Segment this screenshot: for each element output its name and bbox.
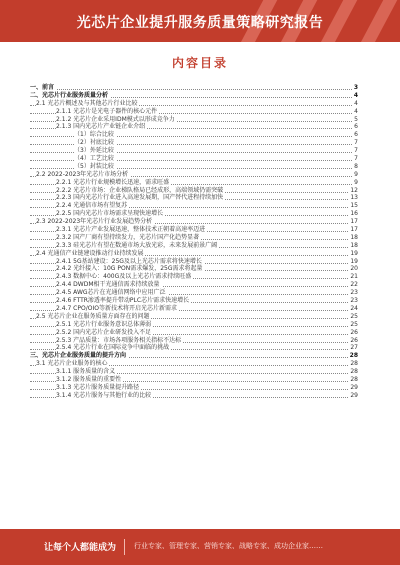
toc-entry[interactable] — [30, 392, 358, 400]
toc-entry[interactable] — [30, 368, 358, 376]
toc-entry-text: 3.1 光芯片企业服务的核心 — [36, 360, 108, 368]
toc-entry-text: 2.2.5 国内光芯片市场需求呈现快速增长 — [56, 210, 164, 218]
toc-entry-page: 19 — [350, 249, 358, 257]
toc-entry-text: 2.5 光芯片企业在服务质量方面存在的问题 — [36, 312, 150, 320]
toc-entry-text: （2）衬底比较 — [74, 139, 114, 147]
report-title: 光芯片企业提升服务质量策略研究报告 — [76, 15, 324, 31]
toc-entry[interactable] — [30, 84, 358, 92]
toc-entry-page: 27 — [350, 344, 358, 352]
toc-entry[interactable] — [30, 171, 358, 179]
toc-entry-page: 21 — [350, 273, 358, 281]
toc-entry[interactable] — [30, 210, 358, 218]
toc-entry-text: 一、前言 — [30, 84, 55, 91]
toc-entry-page: 22 — [350, 281, 358, 289]
toc-entry-text: 2.2.3 国内光芯片行业进入高速发展期，国产替代进程持续加快 — [56, 194, 224, 202]
toc-entry-page: 16 — [350, 210, 358, 218]
toc-entry-text: 2.2.2 光芯片市场：企业梯队格局已经成形，高端领域仍需突破 — [56, 186, 224, 194]
toc-entry-page: 25 — [350, 312, 358, 320]
toc-entry[interactable] — [30, 92, 358, 100]
report-header — [0, 0, 400, 42]
toc-entry-text: 2.5.1 光芯片行业服务意识总体薄弱 — [56, 320, 152, 328]
toc-entry[interactable] — [30, 281, 358, 289]
toc-entry[interactable] — [30, 360, 358, 368]
toc-entry-page: 9 — [354, 178, 358, 186]
footer-tags: 行业专家、管理专家、营销专家、战略专家、成功企业家…… — [134, 542, 323, 550]
toc-entry[interactable] — [30, 179, 358, 187]
toc-entry[interactable] — [30, 305, 358, 313]
toc-entry-page: 18 — [350, 241, 358, 249]
toc-entry-text: 2.1.1 光芯片是光电子器件的核心元件 — [56, 107, 158, 115]
toc-entry-text: 2.5.3 产品质量：市场各项服务相关指标不达标 — [56, 336, 182, 344]
toc-entry[interactable] — [30, 352, 358, 360]
table-of-contents — [30, 84, 358, 400]
toc-entry[interactable] — [30, 108, 358, 116]
toc-entry-page: 4 — [354, 107, 358, 115]
toc-entry-text: 2.5.2 国内光芯片企业研发投入不足 — [56, 328, 152, 336]
toc-entry-page: 24 — [350, 304, 358, 312]
toc-entry-page: 28 — [350, 368, 358, 376]
toc-entry-page: 26 — [350, 328, 358, 336]
toc-entry-text: 2.2 2022-2023年光芯片市场分析 — [36, 170, 129, 178]
toc-entry[interactable] — [30, 226, 358, 234]
toc-entry[interactable] — [30, 250, 358, 258]
toc-entry-text: （4）工艺比较 — [74, 155, 114, 163]
toc-entry[interactable] — [30, 139, 358, 147]
toc-entry-page: 6 — [354, 131, 358, 139]
toc-entry-page: 7 — [354, 147, 358, 155]
toc-entry[interactable] — [30, 289, 358, 297]
toc-entry-page: 18 — [350, 233, 358, 241]
toc-entry-text: 3.1.4 光芯片服务与其他行业的比较 — [56, 391, 152, 399]
toc-entry-text: 2.4.7 CPO/OIO等新技术将开启光芯片新需求 — [56, 304, 177, 312]
toc-entry-text: 2.5.4 光芯片行业在国际竞争中面临的挑战 — [56, 344, 170, 352]
footer-divider — [124, 539, 125, 555]
footer-slogan: 让每个人都能成为 — [44, 543, 117, 553]
toc-entry-page: 25 — [350, 320, 358, 328]
toc-entry-text: 2.1 光芯片概述及与其他芯片行业比较 — [36, 99, 138, 107]
toc-entry-text: 2.4.2 光纤接入：10G PON需求爆发，25G需求将起量 — [56, 265, 203, 273]
toc-entry-page: 23 — [350, 297, 358, 305]
toc-entry-text: 2.3.2 国产厂商有望持续发力，光芯片国产化趋势显著 — [56, 233, 200, 241]
toc-entry-text: 3.1.1 服务质量的含义 — [56, 368, 116, 376]
toc-entry-text: （1）综合比较 — [74, 131, 114, 139]
toc-entry-page: 5 — [354, 115, 358, 123]
toc-entry-text: 2.1.3 国内光芯片产业链企业介绍 — [56, 123, 146, 131]
toc-entry-text: 二、光芯片行业服务质量分析 — [30, 91, 109, 99]
toc-entry-page: 4 — [353, 91, 358, 99]
toc-heading: 内容目录 — [171, 56, 228, 70]
toc-entry-text: 2.3.3 硅光芯片有望在数通市场大放光彩，未来发展前景广阔 — [56, 241, 218, 249]
toc-entry-text: 2.2.1 光芯片行业规模增长迅速，需求旺盛 — [56, 178, 170, 186]
toc-entry-page: 19 — [350, 257, 358, 265]
toc-entry-page: 28 — [349, 352, 358, 360]
toc-entry-page: 7 — [354, 155, 358, 163]
toc-entry-text: 三、光芯片企业服务质量的提升方向 — [30, 352, 127, 360]
toc-entry-page: 28 — [350, 360, 358, 368]
toc-entry[interactable] — [30, 376, 358, 384]
toc-entry-page: 3 — [353, 84, 358, 91]
toc-entry-text: （5）封装比较 — [74, 162, 114, 170]
toc-entry-text: 2.4.3 数据中心：400G及以上光芯片需求持续旺盛 — [56, 273, 192, 281]
toc-entry[interactable] — [30, 384, 358, 392]
toc-entry-page: 29 — [350, 391, 358, 399]
toc-entry-text: 3.1.3 光芯片服务质量提升路径 — [56, 383, 140, 391]
toc-entry[interactable] — [30, 297, 358, 305]
toc-entry-page: 17 — [350, 226, 358, 234]
toc-entry[interactable] — [30, 313, 358, 321]
toc-entry[interactable] — [30, 155, 358, 163]
toc-entry[interactable] — [30, 321, 358, 329]
toc-entry[interactable] — [30, 234, 358, 242]
toc-entry-page: 29 — [350, 383, 358, 391]
toc-entry-text: 2.4 光通信产业链建设推动行业持续发展 — [36, 249, 144, 257]
toc-entry-text: 2.4.5 AWG芯片在光通信网络中应用广泛 — [56, 289, 166, 297]
toc-entry-text: 2.3.1 光芯片产业发展迅速，整体技术正朝着高速率迈进 — [56, 226, 206, 234]
toc-entry[interactable] — [30, 242, 358, 250]
toc-entry-page: 17 — [350, 218, 358, 226]
toc-entry-page: 8 — [354, 162, 358, 170]
toc-leader-dots — [30, 89, 358, 90]
toc-entry[interactable] — [30, 218, 358, 226]
toc-entry-text: 2.4.6 FTTR渗透率提升带动PLC芯片需求快速增长 — [56, 297, 190, 305]
toc-entry-text: 2.4.4 DWDM相干光通信需求持续放量 — [56, 281, 160, 289]
toc-entry-page: 28 — [350, 375, 358, 383]
toc-entry[interactable] — [30, 329, 358, 337]
toc-entry-text: 2.1.2 光芯片企业采用IDM模式以形成竞争力 — [56, 115, 175, 123]
toc-entry[interactable] — [30, 100, 358, 108]
toc-entry-text: （3）外延比较 — [74, 147, 114, 155]
toc-entry-text: 2.4.1 5G基站建设：25G及以上光芯片需求将快速增长 — [56, 257, 202, 265]
toc-entry-page: 20 — [350, 265, 358, 273]
toc-entry-text: 2.2.4 光通信市场有望复苏 — [56, 202, 128, 210]
toc-entry-text: 3.1.2 服务质量的重要性 — [56, 375, 122, 383]
toc-entry-text: 2.3 2022-2023年光芯片行业发展趋势分析 — [36, 218, 153, 226]
toc-entry[interactable] — [30, 163, 358, 171]
report-footer — [0, 529, 400, 565]
toc-entry-page: 9 — [354, 170, 358, 178]
toc-entry-page: 12 — [350, 186, 358, 194]
toc-entry-page: 15 — [350, 202, 358, 210]
toc-entry[interactable] — [30, 147, 358, 155]
toc-entry-page: 26 — [350, 336, 358, 344]
toc-entry-page: 13 — [350, 194, 358, 202]
toc-entry-page: 7 — [354, 139, 358, 147]
toc-entry-page: 4 — [354, 99, 358, 107]
toc-entry-page: 6 — [354, 123, 358, 131]
toc-entry-page: 23 — [350, 289, 358, 297]
